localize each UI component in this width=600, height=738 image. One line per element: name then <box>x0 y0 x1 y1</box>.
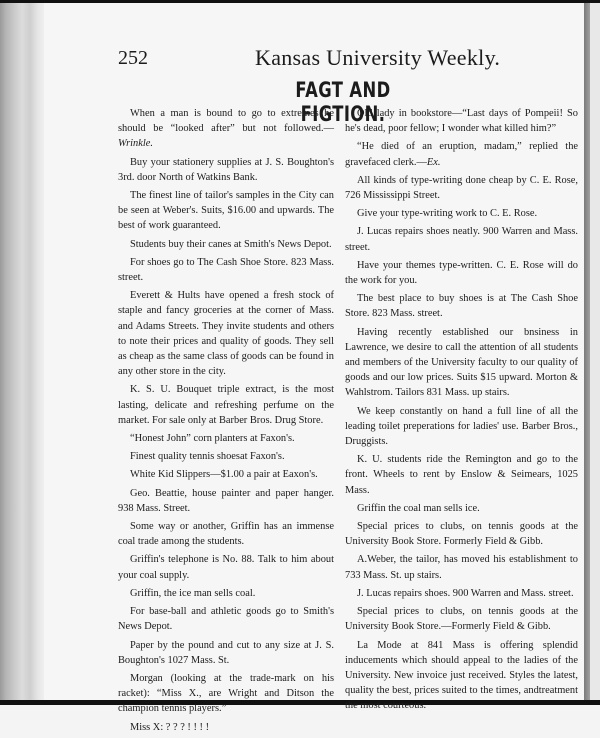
paragraph <box>118 586 334 601</box>
masthead: Kansas University Weekly. <box>255 45 501 70</box>
section-title: FAGT AND FIGTION. <box>295 78 391 126</box>
book-binding-edge <box>0 3 44 700</box>
paragraph <box>118 155 334 185</box>
paragraph <box>345 224 578 254</box>
paragraph-text: Students buy their canes at Smith's News Depot. <box>130 238 332 250</box>
paragraph-text: J. Lucas repairs shoes neatly. 900 Warren and Mass. street. <box>345 226 578 253</box>
left-column <box>118 106 334 738</box>
paragraph <box>345 586 578 601</box>
paragraph-text: When a man is bound to go to extremes he should be “looked after” but not followed.— <box>118 108 334 135</box>
paragraph <box>345 139 578 169</box>
paragraph-text: For shoes go to The Cash Shoe Store. 823 Mass. street. <box>118 256 334 284</box>
paragraph <box>345 552 578 582</box>
paragraph-text: The finest line of tailor's samples in the City can be seen at Weber's. Suits, $16.00 and upwards. The best of work guaranteed. <box>118 190 334 232</box>
paragraph <box>118 288 334 379</box>
paragraph-text: Morgan (looking at the trade-mark on his racket): “Miss X., are Wright and Ditson the champion tennis players.” <box>118 672 334 715</box>
paragraph <box>118 638 334 668</box>
paragraph-text: Old lady in bookstore—“Last days of Pompeii! So he's dead, poor fellow; I wonder what killed him?” <box>345 108 578 135</box>
paragraph <box>118 671 334 717</box>
paragraph-text: Griffin's telephone is No. 88. Talk to him about your coal supply. <box>118 554 334 581</box>
paragraph-text: “Honest John” corn planters at Faxon's. <box>130 433 295 445</box>
paragraph <box>345 206 578 221</box>
paragraph-text: Griffin, the ice man sells coal. <box>130 587 256 599</box>
paragraph-text: Finest quality tennis shoesat Faxon's. <box>130 451 285 463</box>
paragraph <box>345 452 578 498</box>
paragraph <box>345 106 578 136</box>
paragraph <box>118 519 334 549</box>
paragraph <box>345 519 578 549</box>
right-column <box>345 106 578 717</box>
paragraph <box>118 188 334 234</box>
paragraph <box>118 486 334 516</box>
paragraph <box>118 255 334 285</box>
paragraph <box>118 382 334 428</box>
paragraph <box>118 467 334 482</box>
paragraph-text: Everett & Hults have opened a fresh stock of staple and fancy groceries at the corner of Mass. and Adams Streets. They invite students and others to note their prices and quality of goods. They sell as cheap as the same class of goods can be found in any other store in the city. <box>118 290 334 378</box>
paragraph-text: Special prices to clubs, on tennis goods at the University Book Store. Formerly Field & Gibb. <box>345 521 578 548</box>
paragraph-text: All kinds of type-writing done cheap by C. E. Rose, 726 Mississippi Street. <box>345 174 578 202</box>
paragraph-text: K. S. U. Bouquet triple extract, is the most lasting, delicate and refreshing perfume on the market. For sale only at Barber Bros. Drug Store. <box>118 384 334 426</box>
paragraph <box>345 404 578 450</box>
paragraph-text: A.Weber, the tailor, has moved his establishment to 733 Mass. St. up stairs. <box>345 554 578 581</box>
paragraph-text: La Mode at 841 Mass is offering splendid inducements which should appeal to the ladies of the University. New invoice just received. Styles the latest, quality the best, prices suited to the times, andtreatment the most courteous. <box>345 639 578 712</box>
paragraph <box>345 291 578 321</box>
paragraph-text: Griffin the coal man sells ice. <box>357 502 480 514</box>
paragraph <box>345 325 578 401</box>
paragraph-text: Special prices to clubs, on tennis goods at the University Book Store.—Formerly Field & Gibb. <box>345 606 578 633</box>
paragraph-text: Having recently established our bnsiness in Lawrence, we desire to call the attention of all students and members of the University faculty to our quality of goods and our low prices. Suits $15 upward. Morton & Wahlstrom. Tailors 831 Mass. up stairs. <box>345 326 578 399</box>
paragraph-text: “He died of an eruption, madam,” replied the gravefaced clerk.— <box>345 141 578 168</box>
paragraph <box>345 604 578 634</box>
paragraph <box>118 237 334 252</box>
paragraph-text: Paper by the pound and cut to any size at J. S. Boughton's 1027 Mass. St. <box>118 639 334 666</box>
paragraph-text: Buy your stationery supplies at J. S. Boughton's 3rd. door North of Watkins Bank. <box>118 156 334 183</box>
paragraph <box>118 720 334 735</box>
paragraph-text: Miss X: ? ? ? ! ! ! ! <box>130 721 210 733</box>
paragraph <box>345 638 578 714</box>
paragraph-text: J. Lucas repairs shoes. 900 Warren and Mass. street. <box>357 587 574 599</box>
paragraph-text: K. U. students ride the Remington and go to the front. Wheels to rent by Enslow & Seimears, 1025 Mass. <box>345 454 578 496</box>
paragraph <box>345 173 578 203</box>
paragraph-text: Geo. Beattie, house painter and paper hanger. 938 Mass. Street. <box>118 487 334 514</box>
paragraph <box>118 449 334 464</box>
paragraph-text: Give your type-writing work to C. E. Rose. <box>357 208 538 220</box>
paragraph <box>345 501 578 516</box>
paragraph-text: Some way or another, Griffin has an immense coal trade among the students. <box>118 521 334 548</box>
paragraph <box>345 258 578 288</box>
source-attribution: Wrinkle. <box>118 138 153 150</box>
paragraph-text: White Kid Slippers—$1.00 a pair at Eaxon's. <box>130 469 318 481</box>
page-number: 252 <box>118 47 148 69</box>
paragraph <box>118 106 334 152</box>
paragraph <box>118 552 334 582</box>
paragraph-text: For base-ball and athletic goods go to Smith's News Depot. <box>118 606 334 633</box>
paragraph <box>118 604 334 634</box>
paragraph-text: The best place to buy shoes is at The Cash Shoe Store. 823 Mass. street. <box>345 293 578 320</box>
source-attribution: Ex. <box>426 156 441 168</box>
scan-right-margin <box>590 3 600 700</box>
paragraph-text: Have your themes type-written. C. E. Rose will do the work for you. <box>345 259 578 287</box>
paragraph-text: We keep constantly on hand a full line of all the leading toilet preperations for ladies' use. Barber Bros., Druggists. <box>345 405 578 448</box>
paragraph <box>118 431 334 446</box>
